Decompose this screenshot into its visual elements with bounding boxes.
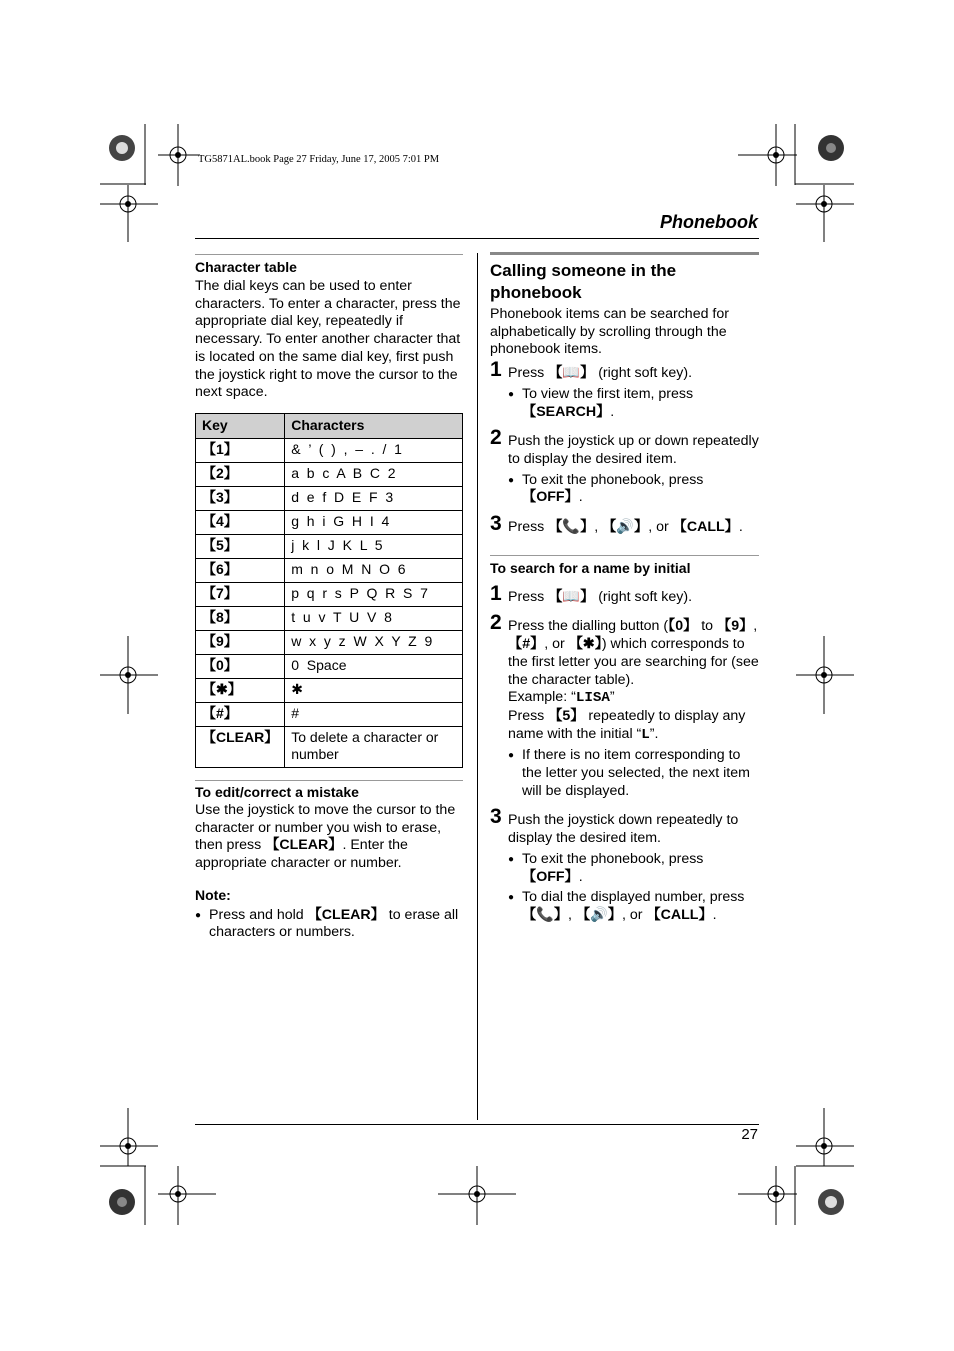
- char-table-rule: [195, 254, 463, 255]
- calling-step-1: [490, 358, 759, 421]
- star-key: 【✱】: [568, 636, 602, 653]
- key-cell: 【8】: [196, 606, 285, 630]
- table-row: [196, 582, 463, 606]
- edit-text: [195, 802, 463, 873]
- chars-cell: d e f D E F 3: [285, 486, 463, 510]
- page-number: 27: [741, 1126, 758, 1143]
- search-key: 【SEARCH】: [522, 403, 611, 420]
- search-step-2: [490, 611, 759, 800]
- step-number: 3: [490, 805, 502, 829]
- note-text-b: to erase all characters or numbers.: [209, 906, 459, 941]
- key-cell: 【6】: [196, 558, 285, 582]
- table-row: [196, 510, 463, 534]
- key-cell: 【7】: [196, 582, 285, 606]
- step-text: , or: [544, 636, 569, 653]
- bullet-text: .: [578, 489, 583, 506]
- key-cell: 【2】: [196, 462, 285, 486]
- step-number: 1: [490, 358, 502, 382]
- search-step-1: [490, 581, 759, 607]
- table-row: [196, 606, 463, 630]
- chars-cell: w x y z W X Y Z 9: [285, 630, 463, 654]
- bullet-text: To exit the phonebook, press: [522, 471, 704, 488]
- clear-key: 【CLEAR】: [265, 837, 343, 854]
- step-number: 2: [490, 426, 502, 450]
- header-rule: [195, 238, 759, 239]
- step-bullet: [508, 889, 759, 924]
- bullet-text: To dial the displayed number, press: [522, 889, 745, 906]
- step-number: 2: [490, 611, 502, 635]
- bullet-text: To view the first item, press: [522, 385, 694, 402]
- step-text: Push the joystick up or down repeatedly to display the desired item.: [508, 433, 759, 467]
- calling-intro: Phonebook items can be searched for alphabetically by scrolling through the phonebook items.: [490, 306, 729, 358]
- edit-text-a: Use the joystick to move the cursor to the character or number you wish to erase, then press: [195, 801, 456, 854]
- table-row: [196, 654, 463, 678]
- nine-key: 【9】: [717, 618, 754, 635]
- step-number: 1: [490, 581, 502, 605]
- bullet-text: If there is no item corresponding to the letter you selected, the next item will be displayed.: [522, 747, 750, 799]
- step-bullet: [508, 472, 759, 507]
- step-number: 3: [490, 512, 502, 536]
- search-step-3: [490, 805, 759, 924]
- table-row: [196, 462, 463, 486]
- key-cell: 【3】: [196, 486, 285, 510]
- bullet-text: .: [712, 906, 717, 923]
- key-cell: 【4】: [196, 510, 285, 534]
- chars-cell: a b c A B C 2: [285, 462, 463, 486]
- search-heading: To search for a name by initial: [490, 559, 691, 576]
- key-column-header: Key: [196, 413, 285, 438]
- chars-cell: 0 Space: [285, 654, 463, 678]
- characters-column-header: Characters: [285, 413, 463, 438]
- off-key: 【OFF】: [522, 489, 579, 506]
- calling-rule: [490, 252, 759, 255]
- calling-heading: Calling someone in the phonebook: [490, 261, 677, 302]
- step-bullet: [508, 386, 759, 421]
- bullet-text: , or: [621, 906, 647, 923]
- bullet-text: .: [610, 403, 615, 420]
- edit-heading: To edit/correct a mistake: [195, 783, 359, 800]
- print-header: TG5871AL.book Page 27 Friday, June 17, 2005 7:01 PM: [198, 154, 440, 165]
- step-text: (right soft key).: [594, 588, 693, 605]
- five-key: 【5】: [548, 707, 585, 724]
- example-value: LISA: [575, 690, 610, 707]
- key-cell: 【5】: [196, 534, 285, 558]
- chars-cell: #: [285, 702, 463, 726]
- step-bullet: [508, 747, 759, 800]
- example-line: [508, 689, 759, 708]
- step-text: (right soft key).: [594, 365, 693, 382]
- chars-cell: & ’ ( ) , – . / 1: [285, 438, 463, 462]
- table-row: [196, 630, 463, 654]
- table-row: [196, 486, 463, 510]
- step-bullet: [508, 851, 759, 886]
- char-table-heading: Character table: [195, 259, 297, 275]
- table-row: [196, 702, 463, 726]
- table-header-row: [196, 413, 463, 438]
- phonebook-key: 【📖】: [548, 365, 595, 382]
- edit-rule: [195, 780, 463, 781]
- step-text: Push the joystick down repeatedly to display the desired item.: [508, 812, 739, 847]
- call-key: 【CALL】: [646, 906, 713, 923]
- chars-cell: ✱: [285, 678, 463, 702]
- example-label: Example: “: [508, 689, 576, 706]
- char-table-intro: The dial keys can be used to enter characters. To enter a character, press the appropriate dial key, repeatedly if necessary. To enter another character that is located on the same dial key, first push the joystick right to move the cursor to the next space.: [195, 278, 461, 401]
- step-text: .: [738, 519, 743, 536]
- example-close: ”: [609, 689, 615, 706]
- bullet-text: .: [578, 868, 583, 885]
- chars-cell: g h i G H I 4: [285, 510, 463, 534]
- section-title: Phonebook: [660, 212, 758, 232]
- right-column: [490, 252, 759, 925]
- table-row: [196, 726, 463, 767]
- step-text: Press the dialling button (: [508, 618, 669, 635]
- bullet-text: ,: [568, 906, 576, 923]
- key-cell: 【#】: [196, 702, 285, 726]
- chars-cell: m n o M N O 6: [285, 558, 463, 582]
- talk-key: 【📞】: [548, 519, 595, 536]
- table-row: [196, 678, 463, 702]
- initial-value: L: [641, 726, 650, 743]
- left-column: [195, 254, 463, 942]
- note-heading: Note:: [195, 886, 231, 903]
- key-cell: 【0】: [196, 654, 285, 678]
- chars-cell: t u v T U V 8: [285, 606, 463, 630]
- search-rule: [490, 555, 759, 556]
- key-cell: 【9】: [196, 630, 285, 654]
- speaker-key: 【🔊】: [602, 519, 649, 536]
- note-text-a: Press and hold: [209, 906, 308, 923]
- step-text: Press: [508, 707, 549, 724]
- bullet-text: To exit the phonebook, press: [522, 850, 704, 867]
- step-text: Press: [508, 365, 549, 382]
- clear-key: 【CLEAR】: [307, 906, 385, 923]
- key-cell: 【CLEAR】: [196, 726, 285, 767]
- step-text: Press: [508, 519, 549, 536]
- step-text: repeatedly to display any name with the initial “: [508, 707, 746, 742]
- character-table: [195, 413, 463, 768]
- step-text: ,: [753, 618, 758, 635]
- key-cell: 【1】: [196, 438, 285, 462]
- step-text: ,: [594, 519, 603, 536]
- column-divider: [477, 253, 478, 1120]
- calling-step-3: [490, 512, 759, 537]
- zero-key: 【0】: [668, 618, 698, 635]
- table-row: [196, 438, 463, 462]
- step-text: , or: [648, 519, 673, 536]
- call-key: 【CALL】: [672, 519, 739, 536]
- calling-step-2: [490, 426, 759, 507]
- chars-cell: p q r s P Q R S 7: [285, 582, 463, 606]
- step-text: ) which corresponds to the first letter you are searching for (see the character table).: [508, 636, 759, 688]
- footer-rule: [195, 1124, 759, 1125]
- step-text: ”.: [649, 725, 659, 742]
- phonebook-key: 【📖】: [548, 588, 595, 605]
- talk-key: 【📞】: [522, 906, 569, 923]
- chars-cell: To delete a character or number: [285, 726, 463, 767]
- step-text: Press: [508, 588, 549, 605]
- example-line-2: [508, 708, 759, 744]
- table-row: [196, 558, 463, 582]
- chars-cell: j k l J K L 5: [285, 534, 463, 558]
- table-row: [196, 534, 463, 558]
- hash-key: 【#】: [508, 636, 545, 653]
- edit-text-b: . Enter the appropriate character or number.: [195, 837, 408, 872]
- off-key: 【OFF】: [522, 868, 579, 885]
- note-bullet: [195, 907, 463, 942]
- speaker-key: 【🔊】: [575, 906, 622, 923]
- key-cell: 【✱】: [196, 678, 285, 702]
- step-text: to: [697, 618, 717, 635]
